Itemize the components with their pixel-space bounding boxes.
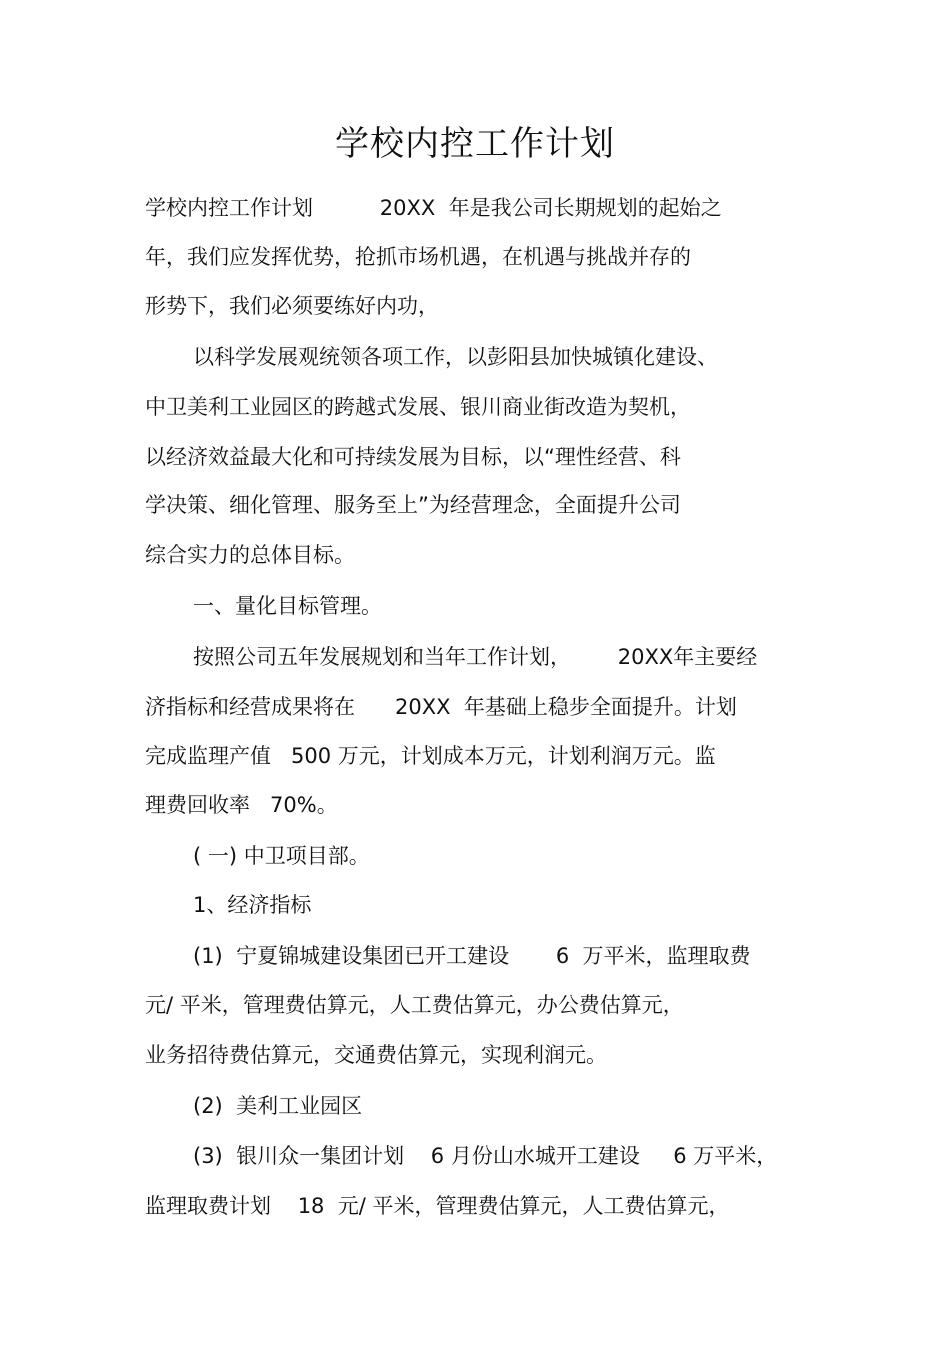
- subsection-heading: ( 一) 中卫项目部。: [193, 844, 370, 868]
- paragraph-line: 学决策、细化管理、服务至上”为经营理念，全面提升公司: [145, 493, 681, 517]
- paragraph-line: (1) 宁夏锦城建设集团已开工建设 6 万平米，监理取费: [193, 944, 751, 968]
- paragraph-line: 完成监理产值 500 万元，计划成本万元，计划利润万元。监: [145, 744, 716, 768]
- paragraph-line: 以科学发展观统领各项工作，以彭阳县加快城镇化建设、: [193, 345, 718, 369]
- paragraph-line: 元/ 平米，管理费估算元，人工费估算元，办公费估算元，: [145, 993, 684, 1017]
- paragraph-line: 学校内控工作计划 20XX 年是我公司长期规划的起始之: [145, 196, 722, 220]
- section-heading: 一、量化目标管理。: [193, 594, 382, 618]
- paragraph-line: 综合实力的总体目标。: [145, 543, 355, 567]
- paragraph-line: 中卫美利工业园区的跨越式发展、银川商业街改造为契机，: [145, 395, 691, 419]
- paragraph-line: 形势下，我们必须要练好内功，: [145, 294, 439, 318]
- paragraph-line: 按照公司五年发展规划和当年工作计划， 20XX年主要经: [193, 645, 758, 669]
- subsection-heading: 1、经济指标: [193, 893, 312, 917]
- paragraph-line: (3) 银川众一集团计划 6 月份山水城开工建设 6 万平米，: [193, 1144, 778, 1168]
- paragraph-line: (2) 美利工业园区: [193, 1094, 363, 1118]
- paragraph-line: 年，我们应发挥优势，抢抓市场机遇，在机遇与挑战并存的: [145, 245, 691, 269]
- paragraph-line: 业务招待费估算元，交通费估算元，实现利润元。: [145, 1043, 607, 1067]
- paragraph-line: 以经济效益最大化和可持续发展为目标，以“理性经营、科: [145, 445, 681, 469]
- paragraph-line: 济指标和经营成果将在 20XX 年基础上稳步全面提升。计划: [145, 695, 737, 719]
- paragraph-line: 理费回收率 70%。: [145, 793, 338, 817]
- paragraph-line: 监理取费计划 18 元/ 平米，管理费估算元，人工费估算元，: [145, 1194, 730, 1218]
- document-title: 学校内控工作计划: [335, 124, 615, 164]
